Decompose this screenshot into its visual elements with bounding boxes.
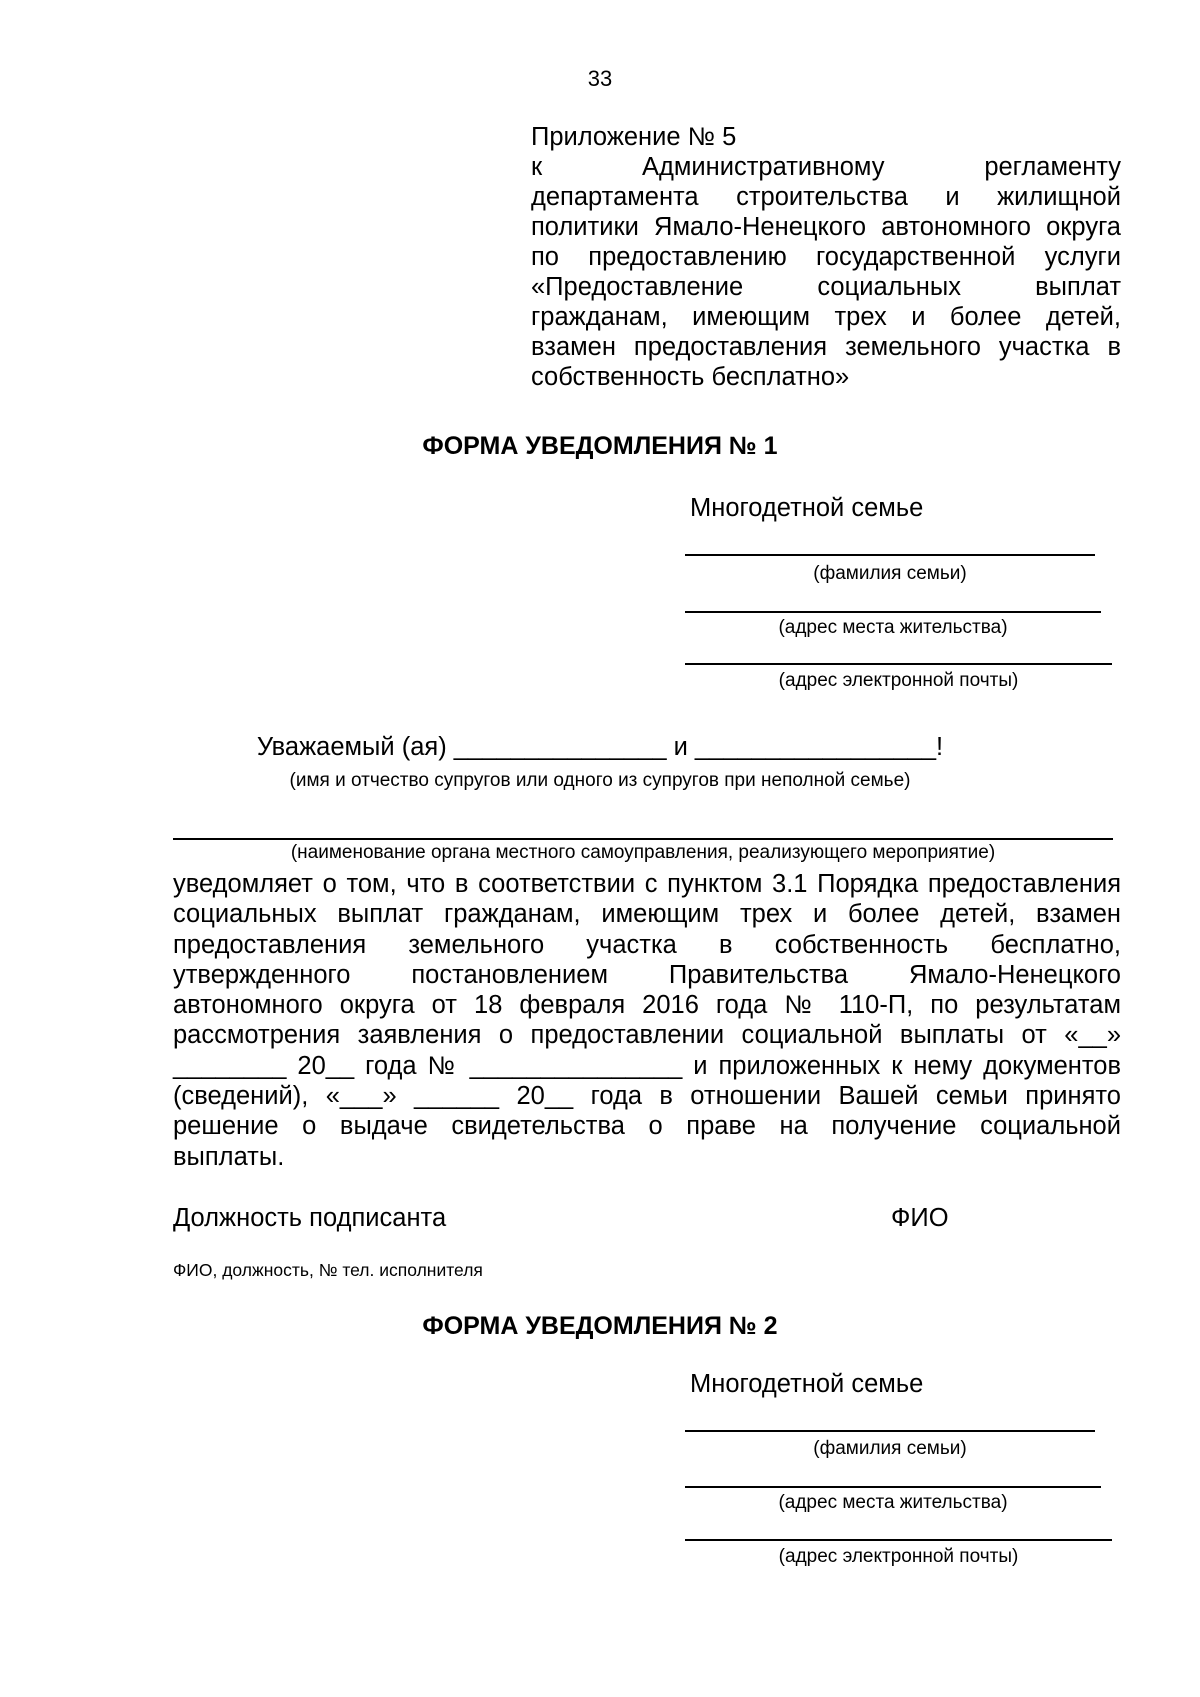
body-line: социальных выплат гражданам, имеющим трех и более детей, взамен (173, 900, 1121, 929)
form1-body-text (173, 869, 1121, 1172)
form1-authority-caption: (наименование органа местного самоуправления, реализующего мероприятие) (290, 842, 996, 863)
form1-heading: ФОРМА УВЕДОМЛЕНИЯ № 1 (422, 432, 778, 460)
body-line: ________ 20__ года № _______________ и приложенных к нему документов (173, 1051, 1121, 1080)
appendix-line: взамен предоставления земельного участка в (531, 333, 1121, 361)
body-line: рассмотрения заявления о предоставлении социальной выплаты от «__» (173, 1021, 1121, 1050)
appendix-line: гражданам, имеющим трех и более детей, (531, 303, 1121, 331)
body-line: уведомляет о том, что в соответствии с пунктом 3.1 Порядка предоставления (173, 870, 1121, 898)
signatory-position: Должность подписанта (173, 1204, 447, 1232)
form1-family-name-caption: (фамилия семьи) (813, 563, 967, 584)
form2-address-caption: (адрес места жительства) (778, 1492, 1008, 1513)
appendix-line: департамента строительства и жилищной (531, 183, 1121, 211)
form1-email-line (685, 663, 1112, 665)
form2-email-line (685, 1539, 1112, 1541)
appendix-line: собственность бесплатно» (531, 363, 850, 391)
form2-family-name-caption: (фамилия семьи) (813, 1438, 967, 1459)
appendix-line: «Предоставление социальных выплат (531, 273, 1121, 301)
form2-heading: ФОРМА УВЕДОМЛЕНИЯ № 2 (422, 1312, 778, 1340)
appendix-line: по предоставлению государственной услуги (531, 243, 1121, 271)
page-number: 33 (587, 66, 613, 91)
body-line: предоставления земельного участка в собственность бесплатно, (173, 930, 1121, 959)
body-line: утвержденного постановлением Правительства Ямало-Ненецкого (173, 960, 1121, 989)
form2-recipient-title: Многодетной семье (690, 1370, 924, 1398)
signatory-name: ФИО (891, 1204, 949, 1232)
body-line: (сведений), «___» ______ 20__ года в отношении Вашей семьи принято (173, 1082, 1121, 1111)
form1-family-name-line (685, 554, 1095, 556)
form2-email-caption: (адрес электронной почты) (778, 1546, 1019, 1567)
form1-recipient-title: Многодетной семье (690, 494, 924, 522)
body-line: решение о выдаче свидетельства о праве на получение социальной (173, 1112, 1121, 1141)
appendix-line: Приложение № 5 (531, 123, 737, 151)
form2-address-line (685, 1486, 1101, 1488)
executor-info: ФИО, должность, № тел. исполнителя (173, 1260, 483, 1280)
form1-address-line (685, 611, 1101, 613)
form1-greeting: Уважаемый (ая) _______________ и _________________! (256, 733, 944, 761)
form1-authority-line (173, 838, 1113, 840)
appendix-line: к Административному регламенту (531, 153, 1121, 181)
appendix-header (531, 122, 1121, 392)
body-line: выплаты. (173, 1142, 285, 1171)
appendix-line: политики Ямало-Ненецкого автономного округа (531, 213, 1121, 241)
form1-address-caption: (адрес места жительства) (778, 617, 1008, 638)
form2-family-name-line (685, 1430, 1095, 1432)
body-line: автономного округа от 18 февраля 2016 года № 110-П, по результатам (173, 991, 1121, 1020)
form1-email-caption: (адрес электронной почты) (778, 670, 1019, 691)
form1-greeting-caption: (имя и отчество супругов или одного из супругов при неполной семье) (289, 770, 911, 791)
